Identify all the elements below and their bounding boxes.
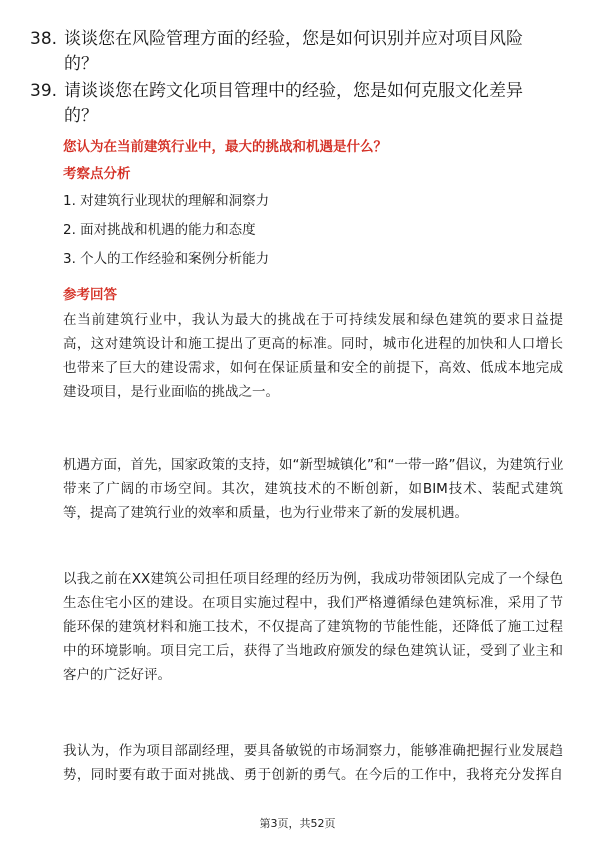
page-footer: 第3页，共52页 (259, 817, 336, 830)
answer-paragraph-1: 在当前建筑行业中，我认为最大的挑战在于可持续发展和绿色建筑的要求日益提 高，这对建筑设计和施工提出了更高的标准。同时，城市化进程的加快和人口增长 也带来了巨大的建设需求，如何在保证质量和安全的前提下，高效、低成本地完成 建设项目，是行业面临的挑战之一。 (63, 312, 563, 400)
question-number: 38. (30, 29, 58, 49)
analysis-heading: 考察点分析 (63, 166, 131, 182)
question-39 (30, 79, 565, 129)
question-number: 39. (30, 81, 58, 101)
answer-paragraph-3: 以我之前在XX建筑公司担任项目经理的经历为例，我成功带领团队完成了一个绿色 生态住宅小区的建设。在项目实施过程中，我们严格遵循绿色建筑标准，采用了节 能环保的建筑材料和施工技术，不仅提高了建筑物的节能性能，还降低了施工过程 中的环境影响。项目完工后，获得了当地政府颁发的绿色建筑认证，受到了业主和 客户的广泛好评。 (63, 571, 563, 683)
answer-heading: 参考回答 (63, 287, 117, 303)
question-text: 谈谈您在风险管理方面的经验，您是如何识别并应对项目风险 的？ (64, 29, 523, 74)
answer-paragraph-4: 我认为，作为项目部副经理，要具备敏锐的市场洞察力，能够准确把握行业发展趋 势，同时要有敢于面对挑战、勇于创新的勇气。在今后的工作中，我将充分发挥自 (63, 743, 563, 783)
focus-question: 您认为在当前建筑行业中，最大的挑战和机遇是什么？ (63, 139, 387, 155)
analysis-point: 3. 个人的工作经验和案例分析能力 (63, 251, 270, 267)
question-text: 请谈谈您在跨文化项目管理中的经验，您是如何克服文化差异 的？ (64, 81, 523, 126)
question-38 (30, 27, 565, 77)
answer-paragraph-2: 机遇方面，首先，国家政策的支持，如“新型城镇化”和“一带一路”倡议，为建筑行业 带来了广阔的市场空间。其次，建筑技术的不断创新，如BIM技术、装配式建筑 等，提高了建筑行业的效率和质量，也为行业带来了新的发展机遇。 (63, 457, 564, 521)
analysis-point: 1. 对建筑行业现状的理解和洞察力 (63, 193, 270, 209)
analysis-point: 2. 面对挑战和机遇的能力和态度 (63, 222, 256, 238)
